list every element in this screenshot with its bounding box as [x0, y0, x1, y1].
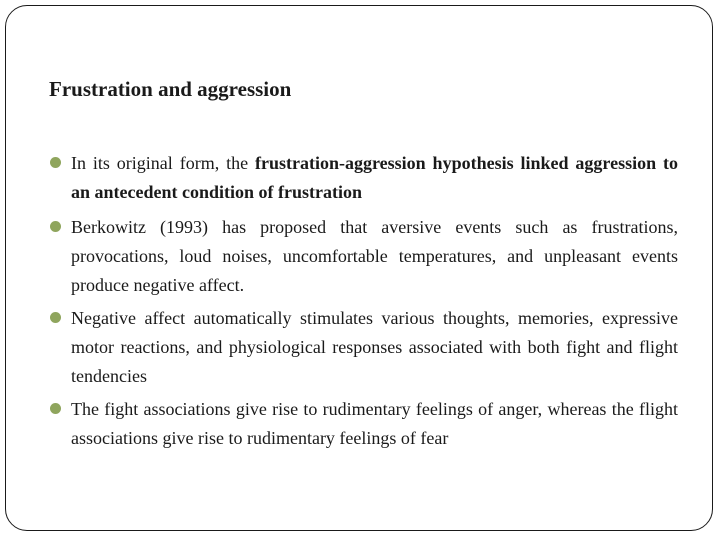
bullet-text-pre: In its original form, the: [71, 153, 255, 173]
bullet-dot-icon: [50, 157, 61, 168]
bullet-text: Negative affect automatically stimulates various thoughts, memories, expressive motor reactions, and physiological responses associated with both fight and flight tendencies: [71, 308, 678, 386]
bullet-text: Berkowitz (1993) has proposed that aversive events such as frustrations, provocations, loud noises, uncomfortable temperatures, and unpleasant events produce negative affect.: [71, 217, 678, 295]
bullet-item: [50, 149, 678, 207]
bullet-dot-icon: [50, 403, 61, 414]
bullet-dot-icon: [50, 221, 61, 232]
slide-title: Frustration and aggression: [49, 77, 292, 101]
bullet-item: [50, 213, 678, 300]
bullet-list: [50, 149, 678, 459]
bullet-text-bold: frustration-aggression hypothesis linked aggression to an antecedent condition of frustration: [71, 153, 678, 202]
bullet-dot-icon: [50, 312, 61, 323]
bullet-item: [50, 395, 678, 453]
bullet-text: The fight associations give rise to rudimentary feelings of anger, whereas the flight associations give rise to rudimentary feelings of fear: [71, 399, 678, 448]
slide-frame: [5, 5, 713, 531]
bullet-item: [50, 304, 678, 391]
